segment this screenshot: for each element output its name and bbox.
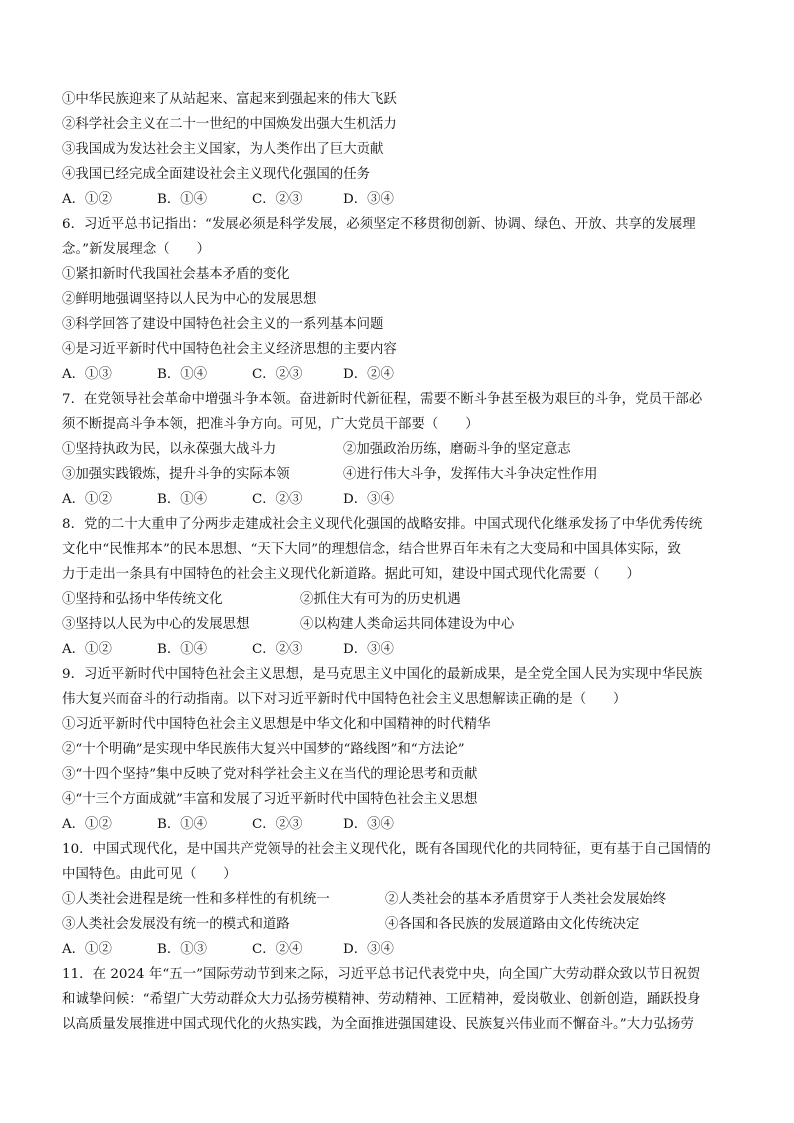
q7-item-3: ③加强实践锻炼，提升斗争的实际本领	[62, 467, 290, 482]
q9-stem-line-2: 伟大复兴而奋斗的行动指南。以下对习近平新时代中国特色社会主义思想解读正确的是（ ）	[62, 692, 627, 707]
q8-option-d[interactable]: D．③④	[343, 642, 394, 657]
q6-stem-line-1: 6．习近平总书记指出：“发展必须是科学发展，必须坚定不移贯彻创新、协调、绿色、开放、共享的发展理	[62, 217, 696, 232]
q6-option-c[interactable]: C．②③	[252, 367, 303, 382]
q9-item-3: ③“十四个坚持”集中反映了党对科学社会主义在当代的理论思考和贡献	[62, 767, 478, 782]
q10-item-3: ③人类社会发展没有统一的模式和道路	[62, 917, 290, 932]
q8-item-3: ③坚持以人民为中心的发展思想	[62, 617, 250, 632]
q7-item-1: ①坚持执政为民，以永葆强大战斗力	[62, 442, 277, 457]
q5-item-2: ②科学社会主义在二十一世纪的中国焕发出强大生机活力	[62, 117, 397, 132]
q6-option-d[interactable]: D．②④	[343, 367, 394, 382]
q11-stem-line-3: 以高质量发展推进中国式现代化的火热实践，为全面推进强国建设、民族复兴伟业而不懈奋斗。”大力弘扬劳	[62, 1017, 694, 1032]
q5-option-d[interactable]: D．③④	[343, 192, 394, 207]
q7-option-a[interactable]: A．①②	[62, 492, 112, 507]
q10-item-4: ④各国和各民族的发展道路由文化传统决定	[385, 917, 640, 932]
q10-item-1: ①人类社会进程是统一性和多样性的有机统一	[62, 892, 330, 907]
q6-item-3: ③科学回答了建设中国特色社会主义的一系列基本问题	[62, 317, 384, 332]
q9-item-2: ②“十个明确”是实现中华民族伟大复兴中国梦的“路线图”和“方法论”	[62, 742, 465, 757]
q8-stem-line-2: 文化中“民惟邦本”的民本思想、“天下大同”的理想信念，结合世界百年未有之大变局和中国具体实际，致	[62, 542, 681, 557]
q6-stem-line-2: 念。”新发展理念（ ）	[62, 242, 211, 257]
q8-item-1: ①坚持和弘扬中华传统文化	[62, 592, 223, 607]
q5-option-c[interactable]: C．②③	[252, 192, 303, 207]
q9-item-4: ④“十三个方面成就”丰富和发展了习近平新时代中国特色社会主义思想	[62, 792, 478, 807]
q6-option-b[interactable]: B．①④	[157, 367, 208, 382]
q6-item-1: ①紧扣新时代我国社会基本矛盾的变化	[62, 267, 290, 282]
q9-option-d[interactable]: D．③④	[343, 817, 394, 832]
q6-item-2: ②鲜明地强调坚持以人民为中心的发展思想	[62, 292, 317, 307]
q10-item-2: ②人类社会的基本矛盾贯穿于人类社会发展始终	[385, 892, 667, 907]
q8-item-2: ②抓住大有可为的历史机遇	[300, 592, 461, 607]
q10-option-b[interactable]: B．①③	[157, 942, 208, 957]
q9-item-1: ①习近平新时代中国特色社会主义思想是中华文化和中国精神的时代精华	[62, 717, 491, 732]
q7-item-4: ④进行伟大斗争，发挥伟大斗争决定性作用	[343, 467, 598, 482]
q7-stem-line-1: 7．在党领导社会革命中增强斗争本领。奋进新时代新征程，需要不断斗争甚至极为艰巨的斗争，党员干部必	[62, 392, 703, 407]
q9-option-a[interactable]: A．①②	[62, 817, 112, 832]
q8-stem-line-1: 8．党的二十大重申了分两步走建成社会主义现代化强国的战略安排。中国式现代化继承发扬了中华优秀传统	[62, 517, 703, 532]
q9-option-b[interactable]: B．①④	[157, 817, 208, 832]
q5-option-a[interactable]: A．①②	[62, 192, 112, 207]
q11-stem-line-2: 和诚挚问候：“希望广大劳动群众大力弘扬劳模精神、劳动精神、工匠精神，爱岗敬业、创新创造，踊跃投身	[62, 992, 701, 1007]
q11-stem-line-1: 11．在 2024 年“五一”国际劳动节到来之际，习近平总书记代表党中央，向全国广大劳动群众致以节日祝贺	[62, 967, 701, 982]
q7-option-c[interactable]: C．②③	[252, 492, 303, 507]
q7-option-d[interactable]: D．③④	[343, 492, 394, 507]
q10-option-a[interactable]: A．①②	[62, 942, 112, 957]
q9-stem-line-1: 9．习近平新时代中国特色社会主义思想，是马克思主义中国化的最新成果，是全党全国人民为实现中华民族	[62, 667, 703, 682]
q10-option-c[interactable]: C．②④	[252, 942, 303, 957]
q8-stem-line-3: 力于走出一条具有中国特色的社会主义现代化新道路。据此可知，建设中国式现代化需要（ ）	[62, 567, 640, 582]
q9-option-c[interactable]: C．②③	[252, 817, 303, 832]
q8-option-a[interactable]: A．①②	[62, 642, 112, 657]
q8-option-b[interactable]: B．①④	[157, 642, 208, 657]
q8-item-4: ④以构建人类命运共同体建设为中心	[300, 617, 515, 632]
q10-stem-line-2: 中国特色。由此可见（ ）	[62, 867, 237, 882]
q6-option-a[interactable]: A．①③	[62, 367, 112, 382]
q10-option-d[interactable]: D．③④	[343, 942, 394, 957]
q5-item-3: ③我国成为发达社会主义国家，为人类作出了巨大贡献	[62, 142, 384, 157]
q10-stem-line-1: 10．中国式现代化，是中国共产党领导的社会主义现代化，既有各国现代化的共同特征，更有基于自己国情的	[62, 842, 711, 857]
q8-option-c[interactable]: C．②③	[252, 642, 303, 657]
q7-item-2: ②加强政治历练，磨砺斗争的坚定意志	[343, 442, 571, 457]
q5-option-b[interactable]: B．①④	[157, 192, 208, 207]
q6-item-4: ④是习近平新时代中国特色社会主义经济思想的主要内容	[62, 342, 397, 357]
q7-stem-line-2: 须不断提高斗争本领，把准斗争方向。可见，广大党员干部要（ ）	[62, 417, 479, 432]
q7-option-b[interactable]: B．①④	[157, 492, 208, 507]
q5-item-1: ①中华民族迎来了从站起来、富起来到强起来的伟大飞跃	[62, 92, 397, 107]
q5-item-4: ④我国已经完成全面建设社会主义现代化强国的任务	[62, 167, 370, 182]
